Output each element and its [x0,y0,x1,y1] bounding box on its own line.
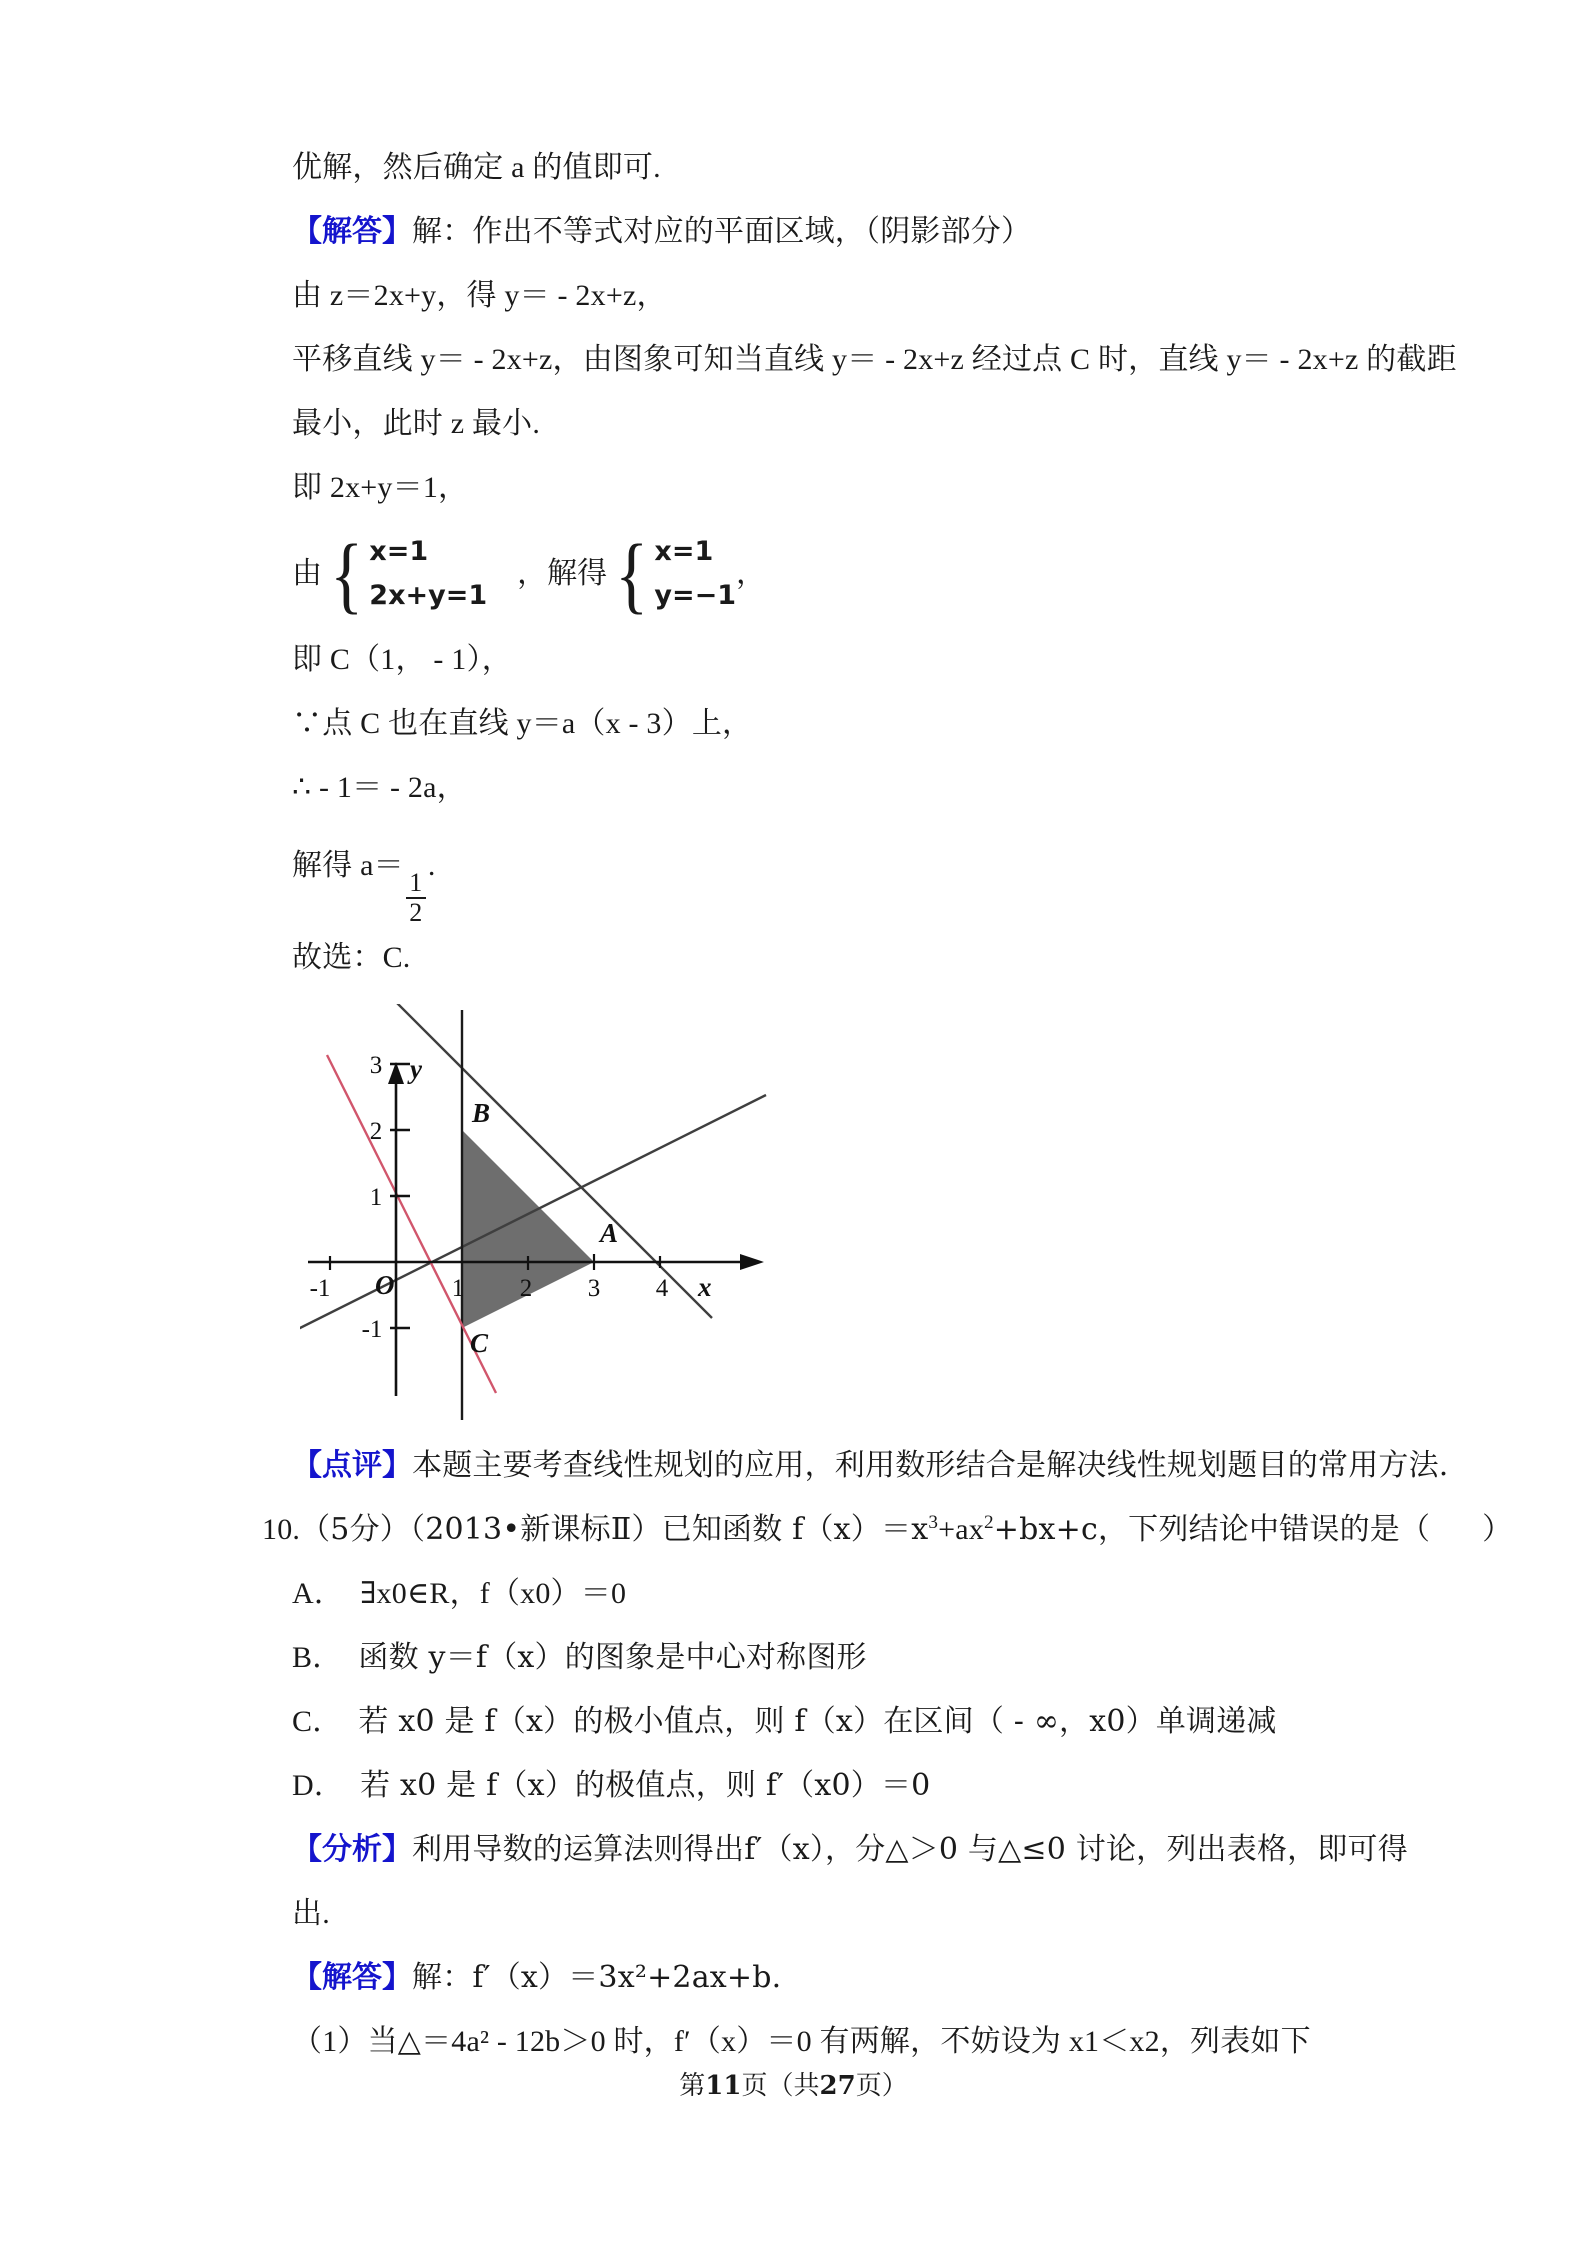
system-left-equations [369,530,487,618]
right-brace-icon: { [615,525,649,622]
answer-text: 解：作出不等式对应的平面区域，（阴影部分） [412,214,1032,249]
problem-10-stem-a: 已知函数 f（x）＝x [661,1511,929,1547]
y-ticklabel-2: 2 [369,1117,383,1145]
solution-step-8-tail: . [427,849,436,882]
solution-step-4: 即 2x+y＝1， [292,471,469,504]
solution-step-8-lead: 解得 a＝ [292,849,404,882]
option-c-text: 若 x0 是 f（x）的极小值点，则 f（x）在区间（ - ∞，x0）单调递减 [358,1703,1277,1739]
option-c-key: C． [292,1704,343,1738]
point-label-A: A [600,1217,619,1248]
option-a-text: ∃x0∈R，f（x0）＝0 [360,1576,627,1610]
problem-10-number: 10. [262,1512,301,1546]
origin-label: O [375,1269,395,1300]
footer-page-number: 11 [705,2071,742,2101]
problem-10-analysis-cont: 出. [292,1896,330,1930]
option-b-text: 函数 y＝f（x）的图象是中心对称图形 [358,1639,867,1675]
equation-system-row [262,520,1412,628]
problem-10-answer [262,1946,1412,2010]
x-axis-arrow-icon [740,1254,764,1270]
system-mid: ，解得 [517,556,608,591]
solution-step-7: ∴ - 1＝ - 2a， [292,771,467,804]
option-d-text: 若 x0 是 f（x）的极值点，则 f′（x0）＝0 [360,1767,931,1803]
system-right-eq-2: y=−1 [654,580,737,611]
solution-intro-line: 优解，然后确定 a 的值即可. [292,151,661,184]
problem-10-answer-tag: 【解答】 [292,1959,412,1995]
fraction-denominator: 2 [409,897,423,927]
y-ticklabel--1: -1 [361,1315,383,1343]
coordinate-plane-svg [300,1004,770,1424]
comment-tag: 【点评】 [292,1447,412,1483]
footer-suffix: 页） [855,2071,908,2101]
linear-programming-figure [300,1004,770,1424]
solution-step-2: 平移直线 y＝ - 2x+z，由图象可知当直线 y＝ - 2x+z 经过点 C 时，直线 y＝ - 2x+z 的截距 [292,343,1457,376]
comment-line [262,1434,1449,1498]
footer-middle: 页（共 [741,2071,820,2101]
solution-step-3: 最小，此时 z 最小. [292,407,541,440]
point-label-C: C [470,1327,489,1358]
x-ticklabel-1: 1 [451,1274,465,1302]
system-left-eq-1: x=1 [369,536,429,567]
system-left-eq-2: 2x+y=1 [369,580,488,611]
problem-10-option-a [262,1562,1412,1626]
problem-10-score: （5分） [300,1511,410,1547]
option-b-key: B． [292,1640,343,1674]
y-axis-arrow-icon [388,1062,404,1084]
footer-total-pages: 27 [819,2071,856,2101]
left-brace-icon: { [330,525,364,622]
problem-10-option-c [262,1690,1412,1754]
fraction-one-half [406,867,426,927]
solution-step-6: ∵点 C 也在直线 y＝a（x - 3）上， [292,707,753,740]
answer-tag: 【解答】 [292,214,412,249]
problem-10-source: （2013•新课标Ⅱ） [410,1511,662,1547]
y-ticklabel-1: 1 [369,1183,383,1211]
problem-10-exponent-3: 3 [928,1511,939,1533]
system-right-eq-1: x=1 [654,536,714,567]
page-footer [0,2065,1587,2102]
point-label-B: B [472,1097,491,1128]
x-ticklabel-4: 4 [655,1274,669,1302]
x-ticklabel--1: -1 [309,1274,331,1302]
y-axis-label: y [410,1053,422,1084]
option-a-key: A． [292,1576,345,1610]
problem-10-analysis [262,1818,1412,1882]
x-axis-label: x [698,1271,712,1302]
problem-10-option-d [262,1754,1412,1818]
solution-step-5: 即 C（1， - 1）， [292,643,512,676]
option-d-key: D． [292,1768,345,1802]
footer-prefix: 第 [679,2071,706,2101]
system-lead: 由 [292,556,322,591]
problem-10-option-b [262,1626,1412,1690]
problem-10-stem [262,1498,1513,1562]
problem-10-stem-c: +bx+c，下列结论中错误的是（ [993,1511,1431,1547]
y-ticklabel-3: 3 [369,1051,383,1079]
problem-10-answer-text: 解：f′（x）＝3x²+2ax+b. [412,1959,782,1995]
system-tail: ， [736,556,767,591]
x-ticklabel-2: 2 [519,1274,533,1302]
solution-step-1: 由 z＝2x+y，得 y＝ - 2x+z， [292,279,667,312]
problem-10-stem-b: +ax [938,1512,984,1546]
problem-10-exponent-2: 2 [983,1511,994,1533]
solution-step-9: 故选：C. [292,940,411,974]
answer-line [262,200,1412,264]
x-ticklabel-3: 3 [587,1274,601,1302]
problem-10-stem-d: ） [1482,1511,1513,1547]
solution-step-8 [262,820,1412,926]
fraction-numerator: 1 [409,867,423,897]
system-right-equations [654,530,736,618]
comment-text: 本题主要考查线性规划的应用，利用数形结合是解决线性规划题目的常用方法. [412,1447,1449,1483]
analysis-tag: 【分析】 [292,1831,412,1867]
problem-10-case-1: （1）当△＝4a² - 12b＞0 时，f′（x）＝0 有两解，不妨设为 x1＜x2，列表如下 [292,2024,1311,2058]
analysis-text: 利用导数的运算法则得出f′（x），分△＞0 与△≤0 讨论，列出表格，即可得 [412,1831,1408,1867]
